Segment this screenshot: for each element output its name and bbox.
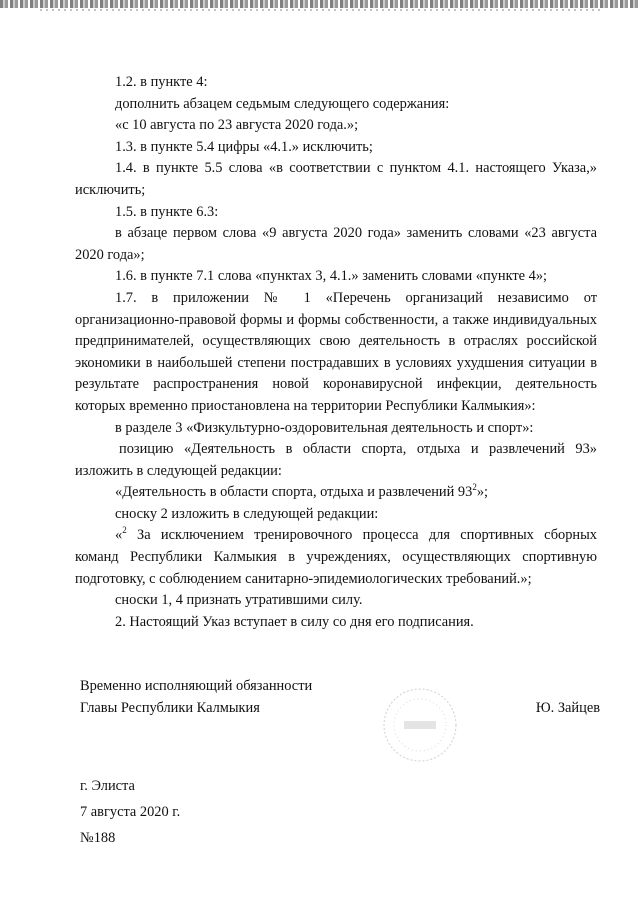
issue-place: г. Элиста <box>80 778 135 794</box>
signatory-name: Ю. Зайцев <box>535 699 600 716</box>
item-1-2-quote: «с 10 августа по 23 августа 2020 года.»; <box>115 117 359 134</box>
item-1-7-footnote-intro: сноску 2 изложить в следующей редакции: <box>115 505 379 522</box>
item-1-4: 1.4. в пункте 5.5 слова «в соответствии с пунктом 4.1. настоящего Указа,» исключить; <box>75 160 597 198</box>
item-1-2-text: дополнить абзацем седьмым следующего содержания: <box>115 95 450 112</box>
scan-artifact-line <box>40 9 600 11</box>
item-1-5-text: в абзаце первом слова «9 августа 2020 года» заменить словами «23 августа 2020 года»; <box>75 225 597 263</box>
item-1-7-footnotes-void: сноски 1, 4 признать утратившими силу. <box>115 592 363 609</box>
item-1-5: 1.5. в пункте 6.3: <box>115 203 219 220</box>
item-1-2: 1.2. в пункте 4: <box>115 74 208 90</box>
item-1-7: 1.7. в приложении № 1 «Перечень организаций независимо от организационно-правовой формы и формы собственности, а также индивидуальных предпринимателей, осуществляющих свою деятельность в отраслях российской экономики в наибольшей степени пострадавших в условиях ухудшения ситуации в результате распространения новой коронавирусной инфекции, деятельность которых временно приостановлена на территории Республики Калмыкия»: <box>75 289 597 414</box>
decree-number: №188 <box>80 830 116 846</box>
item-1-7-position: позицию «Деятельность в области спорта, отдыха и развлечений 93» изложить в следующей редакции: <box>75 441 597 479</box>
item-1-7-footnote-text: «$^2$ За исключением тренировочного процесса для спортивных сборных команд Республики Калмыкия в учреждениях, осуществляющих спортивную подготовку, с соблюдением санитарно-эпидемиологических требований.»; <box>75 525 597 587</box>
scan-artifact-top <box>0 0 640 8</box>
item-1-6: 1.6. в пункте 7.1 слова «пунктах 3, 4.1.» заменить словами «пункте 4»; <box>115 268 548 285</box>
item-1-7-section: в разделе 3 «Физкультурно-оздоровительная деятельность и спорт»: <box>115 419 534 436</box>
item-1-7-new-position: «Деятельность в области спорта, отдыха и развлечений $93^2$»; <box>115 482 489 501</box>
signature-title-line2: Главы Республики Калмыкия <box>80 699 260 716</box>
item-2: 2. Настоящий Указ вступает в силу со дня его подписания. <box>115 613 474 630</box>
signature-title-line1: Временно исполняющий обязанности <box>80 678 313 694</box>
decree-body <box>75 72 597 633</box>
item-1-3: 1.3. в пункте 5.4 цифры «4.1.» исключить; <box>115 138 373 155</box>
issue-date: 7 августа 2020 г. <box>80 804 181 820</box>
signature-block <box>80 676 600 719</box>
